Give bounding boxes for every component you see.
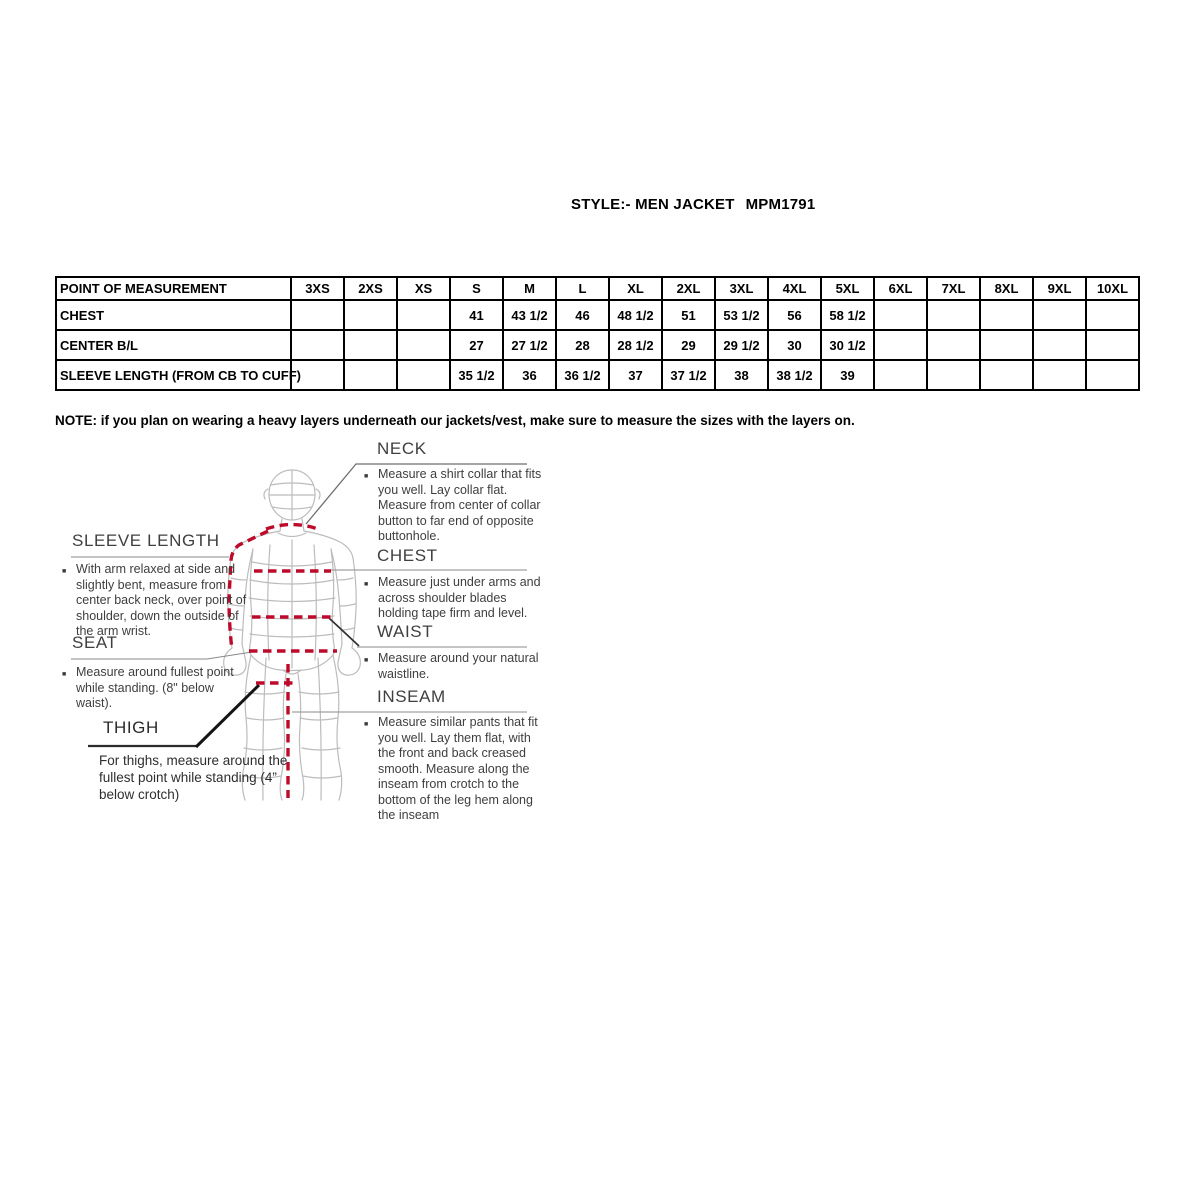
- bullet-square-icon: ■: [364, 657, 369, 664]
- inseam-section-text: ■ Measure similar pants that fit you well. Lay them flat, with the front and back creased smooth. Measure along the inseam from crotch to the bottom of the leg hem along the inseam: [364, 715, 538, 822]
- bullet-square-icon: ■: [364, 473, 369, 480]
- bullet-square-icon: ■: [364, 581, 369, 588]
- size-cell: [291, 300, 344, 330]
- seat-section-title: SEAT: [72, 633, 118, 652]
- page-title: [571, 196, 815, 213]
- size-cell: [397, 300, 450, 330]
- waist-section-text: ■ Measure around your natural waistline.: [364, 651, 539, 681]
- size-cell: [980, 330, 1033, 360]
- size-cell: 29 1/2: [715, 330, 768, 360]
- size-cell: [874, 330, 927, 360]
- size-table: [55, 276, 1140, 391]
- size-cell: 43 1/2: [503, 300, 556, 330]
- sleeve-length-section-title: SLEEVE LENGTH: [72, 531, 220, 550]
- size-cell: 28: [556, 330, 609, 360]
- size-cell: 30: [768, 330, 821, 360]
- size-cell: 37 1/2: [662, 360, 715, 390]
- table-row-chest: [56, 300, 1139, 330]
- neck-measure-line: [266, 525, 318, 530]
- col-header-size: XL: [609, 277, 662, 300]
- col-header-pom: POINT OF MEASUREMENT: [56, 277, 291, 300]
- size-cell: 37: [609, 360, 662, 390]
- row-label: CENTER B/L: [56, 330, 291, 360]
- table-row-sleeve-length: [56, 360, 1139, 390]
- size-cell: 38 1/2: [768, 360, 821, 390]
- sleeve-length-section-text: ■ With arm relaxed at side and slightly bent, measure from center back neck, over point of shoulder, down the outside of the arm wrist.: [62, 562, 247, 638]
- col-header-size: 2XL: [662, 277, 715, 300]
- col-header-size: 3XS: [291, 277, 344, 300]
- size-cell: 27 1/2: [503, 330, 556, 360]
- chest-section-title: CHEST: [377, 546, 438, 565]
- size-cell: [344, 360, 397, 390]
- size-cell: 41: [450, 300, 503, 330]
- neck-section-title: NECK: [377, 439, 427, 458]
- size-cell: 46: [556, 300, 609, 330]
- size-cell: 56: [768, 300, 821, 330]
- col-header-size: XS: [397, 277, 450, 300]
- size-cell: [1033, 360, 1086, 390]
- size-cell: 28 1/2: [609, 330, 662, 360]
- col-header-size: 6XL: [874, 277, 927, 300]
- style-name-label: STYLE:- MEN JACKET: [571, 196, 735, 213]
- size-cell: [927, 330, 980, 360]
- row-label: SLEEVE LENGTH (FROM CB TO CUFF): [56, 360, 291, 390]
- size-cell: [344, 300, 397, 330]
- col-header-size: 8XL: [980, 277, 1033, 300]
- size-cell: [1086, 360, 1139, 390]
- col-header-size: 9XL: [1033, 277, 1086, 300]
- size-cell: [927, 300, 980, 330]
- size-cell: 48 1/2: [609, 300, 662, 330]
- size-cell: [1033, 330, 1086, 360]
- size-cell: [980, 360, 1033, 390]
- col-header-size: M: [503, 277, 556, 300]
- size-cell: 36 1/2: [556, 360, 609, 390]
- bullet-square-icon: ■: [364, 721, 369, 728]
- size-cell: [1033, 300, 1086, 330]
- inseam-section-title: INSEAM: [377, 687, 446, 706]
- col-header-size: 2XS: [344, 277, 397, 300]
- size-cell: [344, 330, 397, 360]
- size-cell: 27: [450, 330, 503, 360]
- size-cell: 36: [503, 360, 556, 390]
- size-cell: 58 1/2: [821, 300, 874, 330]
- size-cell: 30 1/2: [821, 330, 874, 360]
- thigh-section-title: THIGH: [103, 718, 159, 737]
- bullet-square-icon: ■: [62, 568, 67, 575]
- size-cell: [874, 300, 927, 330]
- style-code-label: MPM1791: [745, 196, 816, 213]
- col-header-size: 3XL: [715, 277, 768, 300]
- size-cell: 29: [662, 330, 715, 360]
- col-header-size: L: [556, 277, 609, 300]
- seat-section-text: ■ Measure around fullest point while standing. (8" below waist).: [62, 665, 234, 710]
- size-cell: [980, 300, 1033, 330]
- size-cell: 53 1/2: [715, 300, 768, 330]
- bullet-square-icon: ■: [62, 671, 67, 678]
- size-cell: [397, 360, 450, 390]
- size-cell: 39: [821, 360, 874, 390]
- col-header-size: 4XL: [768, 277, 821, 300]
- col-header-size: 5XL: [821, 277, 874, 300]
- size-cell: 38: [715, 360, 768, 390]
- col-header-size: S: [450, 277, 503, 300]
- size-cell: [1086, 330, 1139, 360]
- size-cell: [397, 330, 450, 360]
- size-cell: 35 1/2: [450, 360, 503, 390]
- thigh-section-text: For thighs, measure around the fullest point while standing (4” below crotch): [99, 753, 288, 802]
- size-cell: 51: [662, 300, 715, 330]
- row-label: CHEST: [56, 300, 291, 330]
- table-row-center-bl: [56, 330, 1139, 360]
- size-cell: [1086, 300, 1139, 330]
- note-text: NOTE: if you plan on wearing a heavy layers underneath our jackets/vest, make sure to measure the sizes with the layers on.: [55, 413, 855, 428]
- col-header-size: 10XL: [1086, 277, 1139, 300]
- waist-section-title: WAIST: [377, 622, 434, 641]
- neck-section-text: ■ Measure a shirt collar that fits you well. Lay collar flat. Measure from center of collar button to far end of opposite buttonhole.: [364, 467, 542, 543]
- col-header-size: 7XL: [927, 277, 980, 300]
- size-cell: [291, 330, 344, 360]
- chest-section-text: ■ Measure just under arms and across shoulder blades holding tape firm and level.: [364, 575, 541, 620]
- size-cell: [874, 360, 927, 390]
- table-header-row: [56, 277, 1139, 300]
- size-cell: [927, 360, 980, 390]
